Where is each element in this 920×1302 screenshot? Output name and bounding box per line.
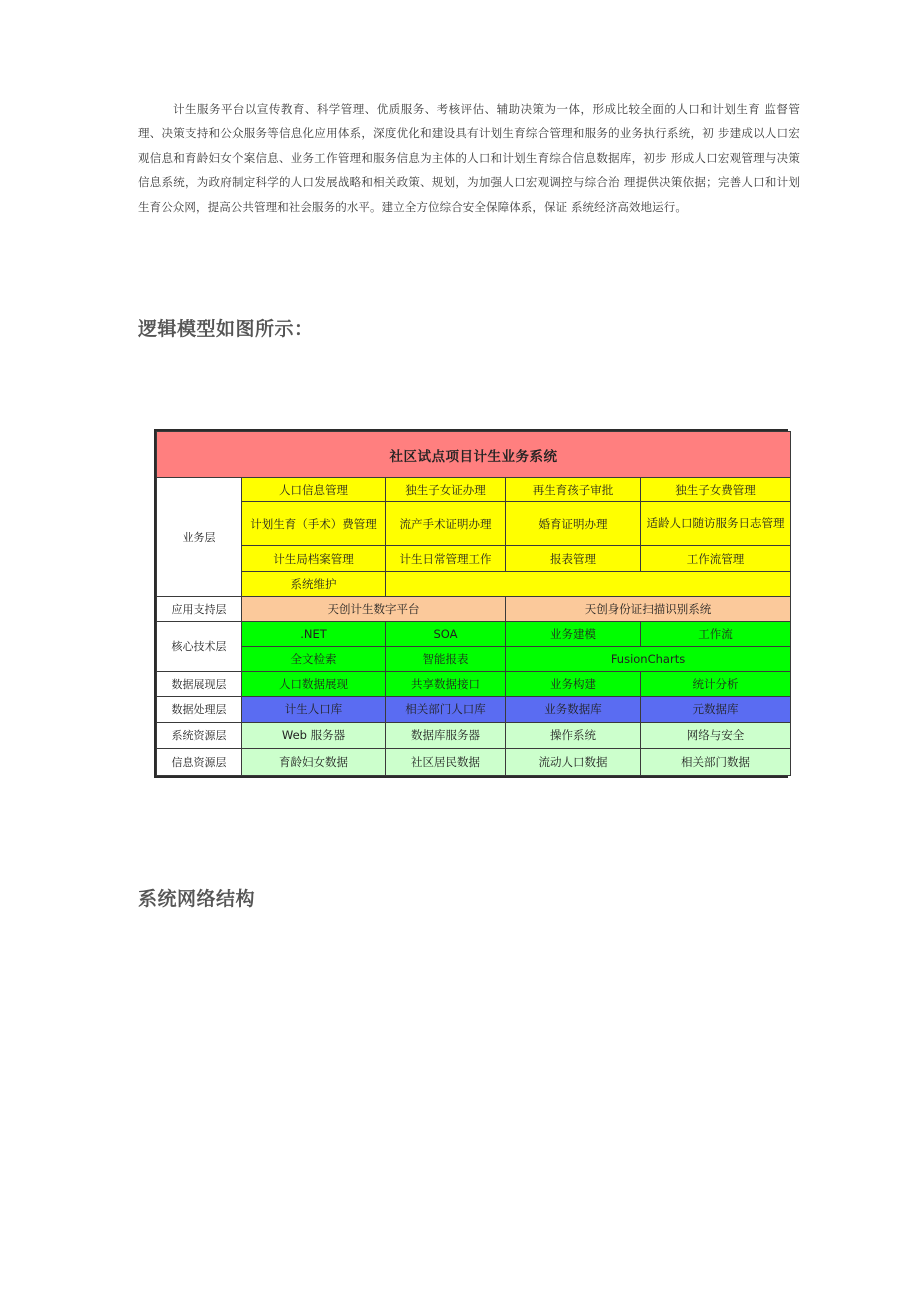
business-cell: 计生日常管理工作 bbox=[386, 546, 506, 572]
layer-label-app-support: 应用支持层 bbox=[157, 597, 242, 621]
sys-resource-cell: Web 服务器 bbox=[242, 722, 386, 748]
layer-label-info-resource: 信息资源层 bbox=[157, 748, 242, 775]
data-show-cell: 共享数据接口 bbox=[386, 671, 506, 696]
data-process-cell: 业务数据库 bbox=[506, 696, 641, 722]
app-support-cell: 天创计生数字平台 bbox=[242, 597, 506, 621]
diagram-title: 社区试点项目计生业务系统 bbox=[157, 432, 791, 478]
data-process-cell: 计生人口库 bbox=[242, 696, 386, 722]
business-cell-empty bbox=[386, 572, 791, 597]
core-tech-cell: .NET bbox=[242, 621, 386, 646]
sys-resource-cell: 数据库服务器 bbox=[386, 722, 506, 748]
app-support-cell: 天创身份证扫描识别系统 bbox=[506, 597, 791, 621]
business-cell: 计生局档案管理 bbox=[242, 546, 386, 572]
info-resource-cell: 相关部门数据 bbox=[641, 748, 791, 775]
core-tech-cell: 智能报表 bbox=[386, 646, 506, 671]
core-tech-cell: FusionCharts bbox=[506, 646, 791, 671]
core-tech-cell: 工作流 bbox=[641, 621, 791, 646]
business-cell: 独生子女证办理 bbox=[386, 478, 506, 502]
architecture-table bbox=[156, 431, 791, 776]
layer-label-business: 业务层 bbox=[157, 478, 242, 597]
core-tech-cell: 业务建模 bbox=[506, 621, 641, 646]
sys-resource-cell: 操作系统 bbox=[506, 722, 641, 748]
business-cell: 计划生育（手术）费管理 bbox=[242, 502, 386, 546]
business-cell: 系统维护 bbox=[242, 572, 386, 597]
data-process-cell: 相关部门人口库 bbox=[386, 696, 506, 722]
business-cell: 独生子女费管理 bbox=[641, 478, 791, 502]
data-show-cell: 业务构建 bbox=[506, 671, 641, 696]
logic-model-heading: 逻辑模型如图所示： bbox=[138, 318, 314, 340]
data-show-cell: 统计分析 bbox=[641, 671, 791, 696]
intro-paragraph: 计生服务平台以宣传教育、科学管理、优质服务、考核评估、辅助决策为一体，形成比较全面的人口和计划生育 监督管理、决策支持和公众服务等信息化应用体系，深度优化和建设具有计划生育综合管理和服务的业务执行系统，初 步建成以人口宏观信息和育龄妇女个案信息、业务工作管理和服务信息为主体的人口和计划生育综合信息数据库，初步 形成人口宏观管理与决策信息系统，为政府制定科学的人口发展战略和相关政策、规划，为加强人口宏观调控与综合治 理提供决策依据；完善人口和计划生育公众网，提高公共管理和社会服务的水平。建立全方位综合安全保障体系，保证 系统经济高效地运行。 bbox=[138, 102, 800, 214]
business-cell: 适龄人口随访服务日志管理 bbox=[641, 502, 791, 546]
business-cell: 再生育孩子审批 bbox=[506, 478, 641, 502]
business-cell: 工作流管理 bbox=[641, 546, 791, 572]
business-cell: 婚育证明办理 bbox=[506, 502, 641, 546]
layer-label-sys-resource: 系统资源层 bbox=[157, 722, 242, 748]
core-tech-cell: SOA bbox=[386, 621, 506, 646]
layer-label-data-process: 数据处理层 bbox=[157, 696, 242, 722]
business-cell: 流产手术证明办理 bbox=[386, 502, 506, 546]
sys-resource-cell: 网络与安全 bbox=[641, 722, 791, 748]
info-resource-cell: 流动人口数据 bbox=[506, 748, 641, 775]
network-heading: 系统网络结构 bbox=[138, 888, 256, 910]
business-cell: 报表管理 bbox=[506, 546, 641, 572]
data-show-cell: 人口数据展现 bbox=[242, 671, 386, 696]
core-tech-cell: 全文检索 bbox=[242, 646, 386, 671]
info-resource-cell: 社区居民数据 bbox=[386, 748, 506, 775]
architecture-diagram bbox=[154, 429, 788, 778]
data-process-cell: 元数据库 bbox=[641, 696, 791, 722]
layer-label-core-tech: 核心技术层 bbox=[157, 621, 242, 671]
info-resource-cell: 育龄妇女数据 bbox=[242, 748, 386, 775]
business-cell: 人口信息管理 bbox=[242, 478, 386, 502]
layer-label-data-show: 数据展现层 bbox=[157, 671, 242, 696]
